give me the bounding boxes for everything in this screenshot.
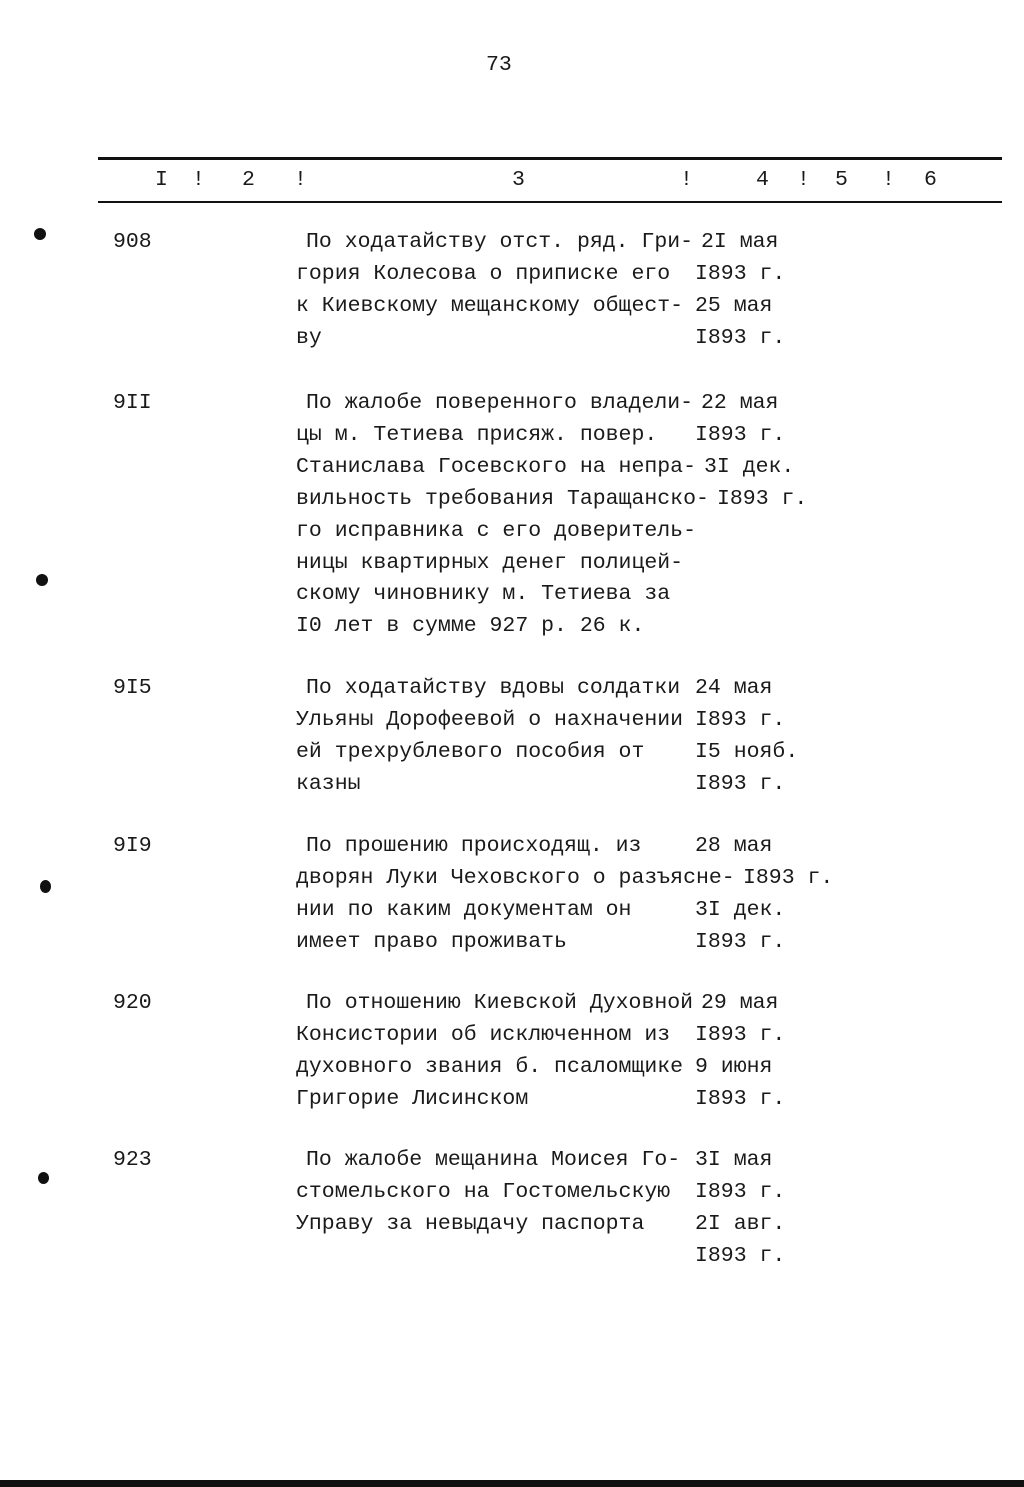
scan-edge [0, 1480, 1024, 1487]
entry-number: 923 [113, 1148, 152, 1172]
entry-date: 29 мая [701, 991, 779, 1015]
entry-description-line: нии по каким документам он [296, 897, 632, 922]
entry-date: I893 г. [695, 422, 786, 447]
entry-date: 28 мая [695, 834, 773, 858]
entry-description-line: имеет право проживать [296, 929, 567, 954]
entry-description-line: Консистории об исключенном из [296, 1022, 671, 1047]
column-header: 4 [756, 168, 769, 192]
entry-date: I893 г. [717, 486, 808, 511]
entry-number: 9II [113, 391, 152, 415]
entry-number: 9I5 [113, 676, 152, 700]
entry-date: 2I авг. [695, 1211, 786, 1236]
page-number: 73 [486, 53, 512, 77]
entry-description-line: скому чиновнику м. Тетиева за [296, 582, 671, 607]
column-separator: ! [680, 168, 693, 192]
entry-date: I893 г. [695, 707, 786, 732]
entry-description-line: к Киевскому мещанскому общест- [296, 293, 684, 318]
entry-date: I5 нояб. [695, 739, 799, 764]
entry-description-line: дворян Луки Чеховского о разъясне- [296, 865, 735, 890]
binding-hole-mark [36, 574, 48, 586]
entry-date: I893 г. [695, 1086, 786, 1111]
entry-description-line: вильность требования Таращанско- [296, 486, 709, 511]
column-header: 6 [924, 168, 937, 192]
entry-description-line: Станислава Госевского на непра- [296, 454, 696, 479]
entry-description-line: казны [296, 771, 361, 796]
binding-hole-mark [40, 880, 51, 893]
entry-description-line: ей трехрублевого пособия от [296, 739, 645, 764]
entry-description-line: По ходатайству вдовы солдатки [306, 676, 681, 700]
entry-description-line: По прошению происходящ. из [306, 834, 642, 858]
entry-description-line: По ходатайству отст. ряд. Гри- [306, 230, 694, 254]
entry-description-line: го исправника с его доверитель- [296, 518, 696, 543]
entry-date: I893 г. [695, 1179, 786, 1204]
column-separator: ! [294, 168, 307, 192]
entry-description-line: I0 лет в сумме 927 р. 26 к. [296, 614, 645, 639]
entry-date: I893 г. [695, 325, 786, 350]
entry-description-line: Григорие Лисинском [296, 1086, 529, 1111]
entry-description-line: По жалобе поверенного владели- [306, 391, 694, 415]
entry-date: 2I мая [701, 230, 779, 254]
entry-date: 3I мая [695, 1148, 773, 1172]
entry-date: I893 г. [695, 261, 786, 286]
entry-date: 3I дек. [695, 897, 786, 922]
entry-date: I893 г. [695, 1243, 786, 1268]
header-bottom-rule [98, 201, 1002, 203]
entry-description-line: ницы квартирных денег полицей- [296, 550, 684, 575]
entry-description-line: гория Колесова о приписке его [296, 261, 671, 286]
column-separator: ! [882, 168, 895, 192]
binding-hole-mark [38, 1172, 49, 1184]
entry-description-line: Ульяны Дорофеевой о нахначении [296, 707, 684, 732]
entry-date: I893 г. [695, 1022, 786, 1047]
header-top-rule [98, 157, 1002, 160]
binding-hole-mark [34, 228, 46, 240]
entry-date: 9 июня [695, 1054, 773, 1079]
entry-number: 920 [113, 991, 152, 1015]
entry-description-line: Управу за невыдачу паспорта [296, 1211, 645, 1236]
column-separator: ! [797, 168, 810, 192]
column-header: I [155, 168, 168, 192]
column-header: 5 [835, 168, 848, 192]
entry-date: 24 мая [695, 676, 773, 700]
column-header: 2 [242, 168, 255, 192]
entry-date: I893 г. [743, 865, 834, 890]
entry-description-line: ву [296, 325, 322, 350]
entry-description-line: По отношению Киевской Духовной [306, 991, 694, 1015]
column-header: 3 [512, 168, 525, 192]
entry-date: 22 мая [701, 391, 779, 415]
column-separator: ! [192, 168, 205, 192]
entry-description-line: цы м. Тетиева присяж. повер. [296, 422, 658, 447]
entry-number: 9I9 [113, 834, 152, 858]
entry-description-line: стомельского на Гостомельскую [296, 1179, 671, 1204]
entry-description-line: По жалобе мещанина Моисея Го- [306, 1148, 681, 1172]
entry-date: I893 г. [695, 771, 786, 796]
entry-number: 908 [113, 230, 152, 254]
entry-description-line: духовного звания б. псаломщике [296, 1054, 684, 1079]
entry-date: I893 г. [695, 929, 786, 954]
entry-date: 25 мая [695, 293, 773, 318]
entry-date: 3I дек. [704, 454, 795, 479]
